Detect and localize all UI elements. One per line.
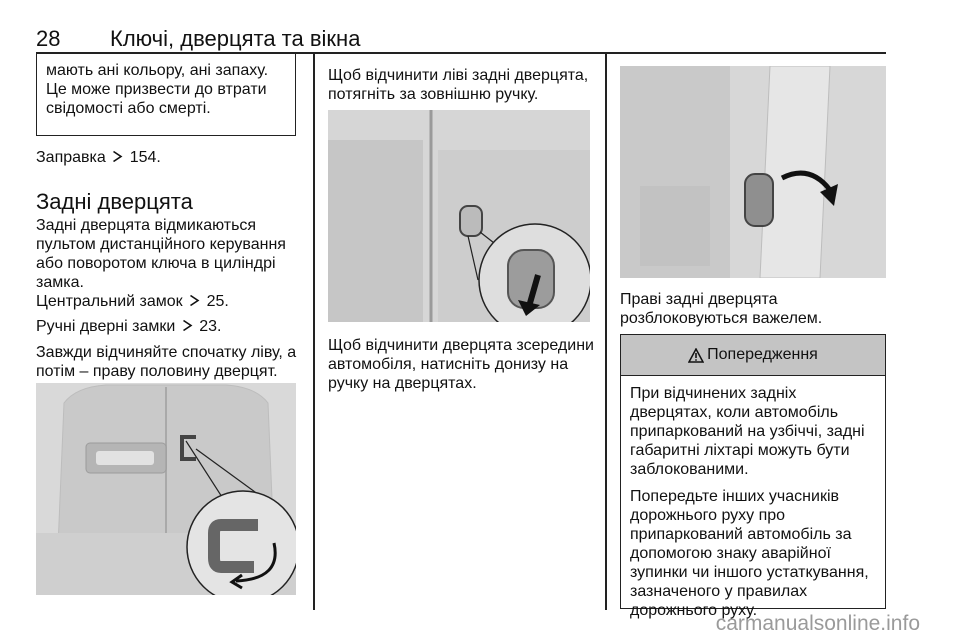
outside-handle-paragraph: Щоб відчинити ліві задні дверцята, потягніть за зовнішню ручку. (328, 67, 589, 103)
section-title: Задні дверцята (36, 189, 193, 214)
warning-box (620, 334, 886, 619)
manual-locks-label: Ручні дверні замки (36, 318, 176, 335)
arrow-reference-icon (182, 319, 193, 332)
warning-paragraph-2: Попередьте інших учасників дорожнього руху про припаркований автомобіль за допомогою знаку аварійної зупинки чи іншого устаткування, зазначеного у правилах дорожнього руху. (630, 488, 869, 619)
central-lock-reference (36, 292, 229, 311)
arrow-reference-icon (112, 150, 123, 163)
column-divider-1 (313, 54, 315, 610)
central-lock-label: Центральний замок (36, 293, 183, 310)
page-title: Ключі, дверцята та вікна (110, 26, 361, 51)
arrow-reference-icon (189, 294, 200, 307)
warning-triangle-icon (688, 348, 704, 363)
central-lock-page: 25. (206, 293, 229, 310)
warning-header (621, 335, 885, 376)
rear-doors-paragraph: Задні дверцята відмикаються пультом дистанційного керування або поворотом ключа в циліндрі замка. (36, 217, 286, 291)
inside-handle-paragraph: Щоб відчинити дверцята зсередини автомобіля, натисніть донизу на ручку на дверцятах. (328, 337, 594, 392)
opening-order-paragraph: Завжди відчиняйте спочатку ліву, а потім – праву половину дверцят. (36, 344, 297, 380)
manual-locks-reference (36, 317, 221, 336)
refuel-reference (36, 148, 161, 167)
refuel-label: Заправка (36, 149, 106, 166)
lever-paragraph: Праві задні дверцята розблоковуються важелем. (620, 291, 823, 327)
manual-locks-page: 23. (199, 318, 222, 335)
warning-paragraph-1: При відчинених задніх дверцятах, коли автомобіль припаркований на узбіччі, задні габаритні ліхтарі можуть бути заблокованими. (630, 385, 865, 478)
inside-handle-illustration (328, 110, 590, 322)
refuel-page: 154. (129, 149, 161, 166)
rear-door-handle-illustration (36, 383, 296, 595)
page-number: 28 (36, 26, 61, 51)
carryover-warning-box (36, 53, 296, 136)
column-divider-2 (605, 54, 607, 610)
watermark: carmanualsonline.info (715, 612, 920, 635)
warning-title: Попередження (707, 346, 818, 363)
carryover-warning-text: мають ані кольору, ані запаху. Це може призвести до втрати свідомості або смерті. (46, 62, 269, 117)
lever-illustration (620, 66, 886, 278)
